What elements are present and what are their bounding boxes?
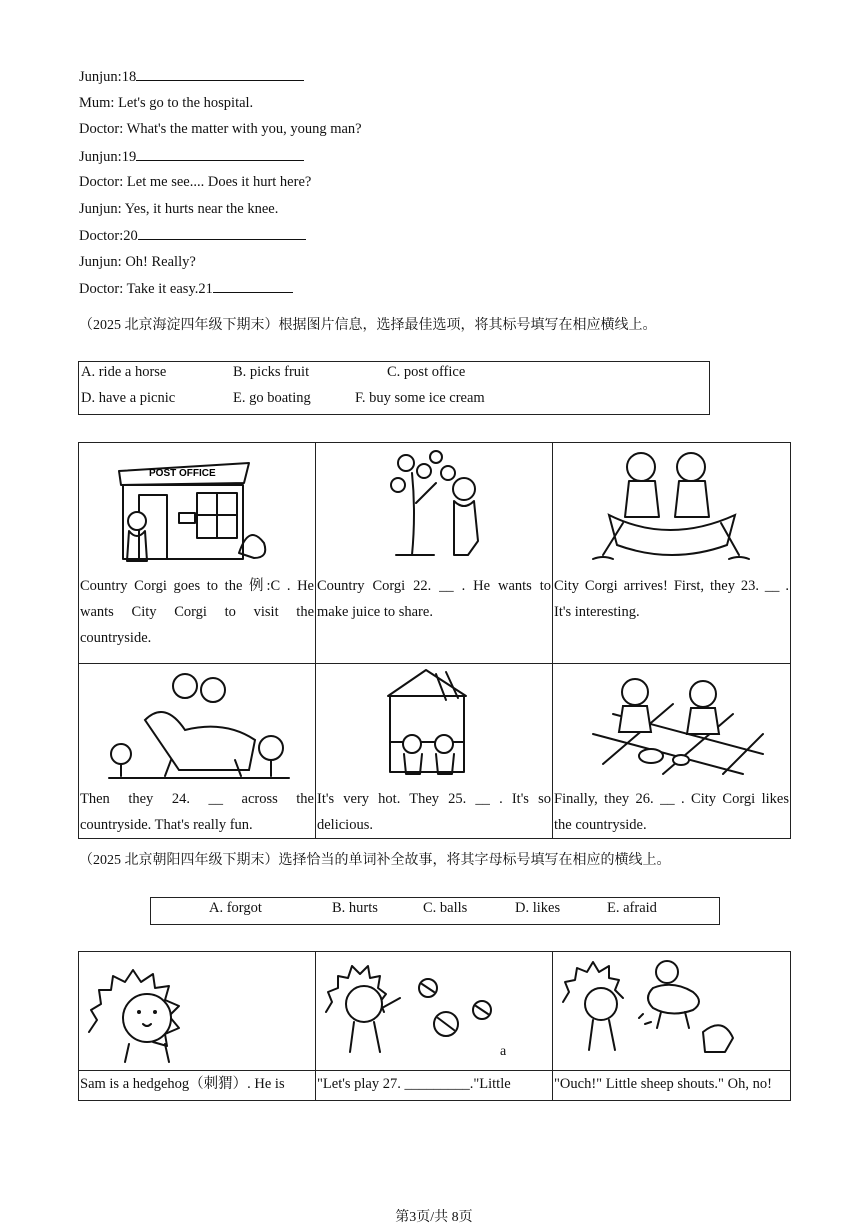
hedgehog-cell-3	[553, 952, 791, 1071]
picnic-illustration	[553, 664, 790, 786]
hedgehog-illustration	[79, 952, 315, 1070]
option2-a: A. forgot	[209, 900, 262, 916]
dialogue-line	[79, 252, 196, 272]
post-office-illustration	[79, 443, 315, 573]
dialogue-text: Doctor: What's the matter with you, young man?	[79, 121, 362, 137]
section1-instruction: （2025 北京海淀四年级下期末）根据图片信息，选择最佳选项，将其标号填写在相应横线上。	[79, 318, 657, 333]
story-caption-2: Country Corgi 22. __ . He wants to make juice to share.	[317, 578, 551, 620]
dialogue-text: Doctor: Let me see.... Does it hurt here?	[79, 174, 312, 190]
story-table-1	[78, 442, 791, 839]
hedgehog-balls-illustration	[316, 952, 552, 1070]
ice-cream-stand-illustration	[316, 664, 552, 786]
story-caption-6: Finally, they 26. __ . City Corgi likes the countryside.	[554, 791, 789, 833]
story-caption-3: City Corgi arrives! First, they 23. __ . It's interesting.	[554, 578, 789, 620]
dialogue-line	[79, 278, 293, 299]
section2-instruction: （2025 北京朝阳四年级下期末）选择恰当的单词补全故事，将其字母标号填写在相应的横线上。	[79, 853, 671, 868]
dialogue-line	[79, 225, 306, 246]
option-c: C. post office	[387, 364, 466, 380]
dialogue-line	[79, 199, 278, 219]
section1-options-box	[78, 361, 710, 415]
story-cell-5	[316, 664, 553, 839]
dialogue-line	[79, 119, 362, 139]
post-office-sign: POST OFFICE	[149, 468, 216, 479]
dialogue-line	[79, 146, 304, 167]
boat-illustration	[553, 443, 790, 573]
page-footer: 第3页/共 8页	[395, 1210, 473, 1225]
dialogue-text: Mum: Let's go to the hospital.	[79, 95, 254, 111]
answer-blank[interactable]	[138, 225, 306, 240]
option-a: A. ride a horse	[81, 364, 167, 380]
dialogue-text: Doctor:20	[79, 228, 138, 244]
dialogue-text: Junjun:18	[79, 69, 137, 85]
option2-d: D. likes	[515, 900, 561, 916]
option-d: D. have a picnic	[81, 390, 176, 406]
hedgehog-caption-cell-1	[79, 1071, 316, 1101]
illustration-label: a	[500, 1044, 507, 1059]
answer-blank[interactable]	[213, 278, 293, 293]
hedgehog-caption-cell-3	[553, 1071, 791, 1101]
story2-caption-3: "Ouch!" Little sheep shouts." Oh, no!	[554, 1076, 772, 1092]
dialogue-line	[79, 93, 253, 113]
option-e: E. go boating	[233, 390, 311, 406]
story-cell-3	[553, 443, 791, 664]
option-f: F. buy some ice cream	[355, 390, 485, 406]
sheep-hurt-illustration	[553, 952, 790, 1070]
story-caption-1: Country Corgi goes to the 例:C . He wants City Corgi to visit the countryside.	[80, 578, 314, 646]
option2-e: E. afraid	[607, 900, 657, 916]
dialogue-line	[79, 66, 304, 87]
dialogue-text: Doctor: Take it easy.21	[79, 281, 213, 297]
story-cell-4	[79, 664, 316, 839]
hedgehog-caption-cell-2	[316, 1071, 553, 1101]
story2-caption-1: Sam is a hedgehog（刺猬）. He is	[80, 1076, 285, 1092]
dialogue-line	[79, 172, 311, 192]
section2-options-box	[150, 897, 720, 925]
story-cell-6	[553, 664, 791, 839]
story-caption-4: Then they 24. __ across the countryside. That's really fun.	[80, 791, 314, 833]
story-cell-2	[316, 443, 553, 664]
dialogue-text: Junjun: Yes, it hurts near the knee.	[79, 201, 279, 217]
option2-b: B. hurts	[332, 900, 378, 916]
story-table-2	[78, 951, 791, 1101]
horse-ride-illustration	[79, 664, 315, 786]
fruit-tree-illustration	[316, 443, 552, 573]
hedgehog-cell-1	[79, 952, 316, 1071]
story-caption-5: It's very hot. They 25. __ . It's so delicious.	[317, 791, 551, 833]
answer-blank[interactable]	[136, 66, 304, 81]
answer-blank[interactable]	[136, 146, 304, 161]
story2-caption-2: "Let's play 27. _________."Little	[317, 1076, 511, 1092]
dialogue-text: Junjun: Oh! Really?	[79, 254, 196, 270]
hedgehog-cell-2	[316, 952, 553, 1071]
dialogue-text: Junjun:19	[79, 149, 137, 165]
option2-c: C. balls	[423, 900, 468, 916]
option-b: B. picks fruit	[233, 364, 310, 380]
story-cell-1	[79, 443, 316, 664]
